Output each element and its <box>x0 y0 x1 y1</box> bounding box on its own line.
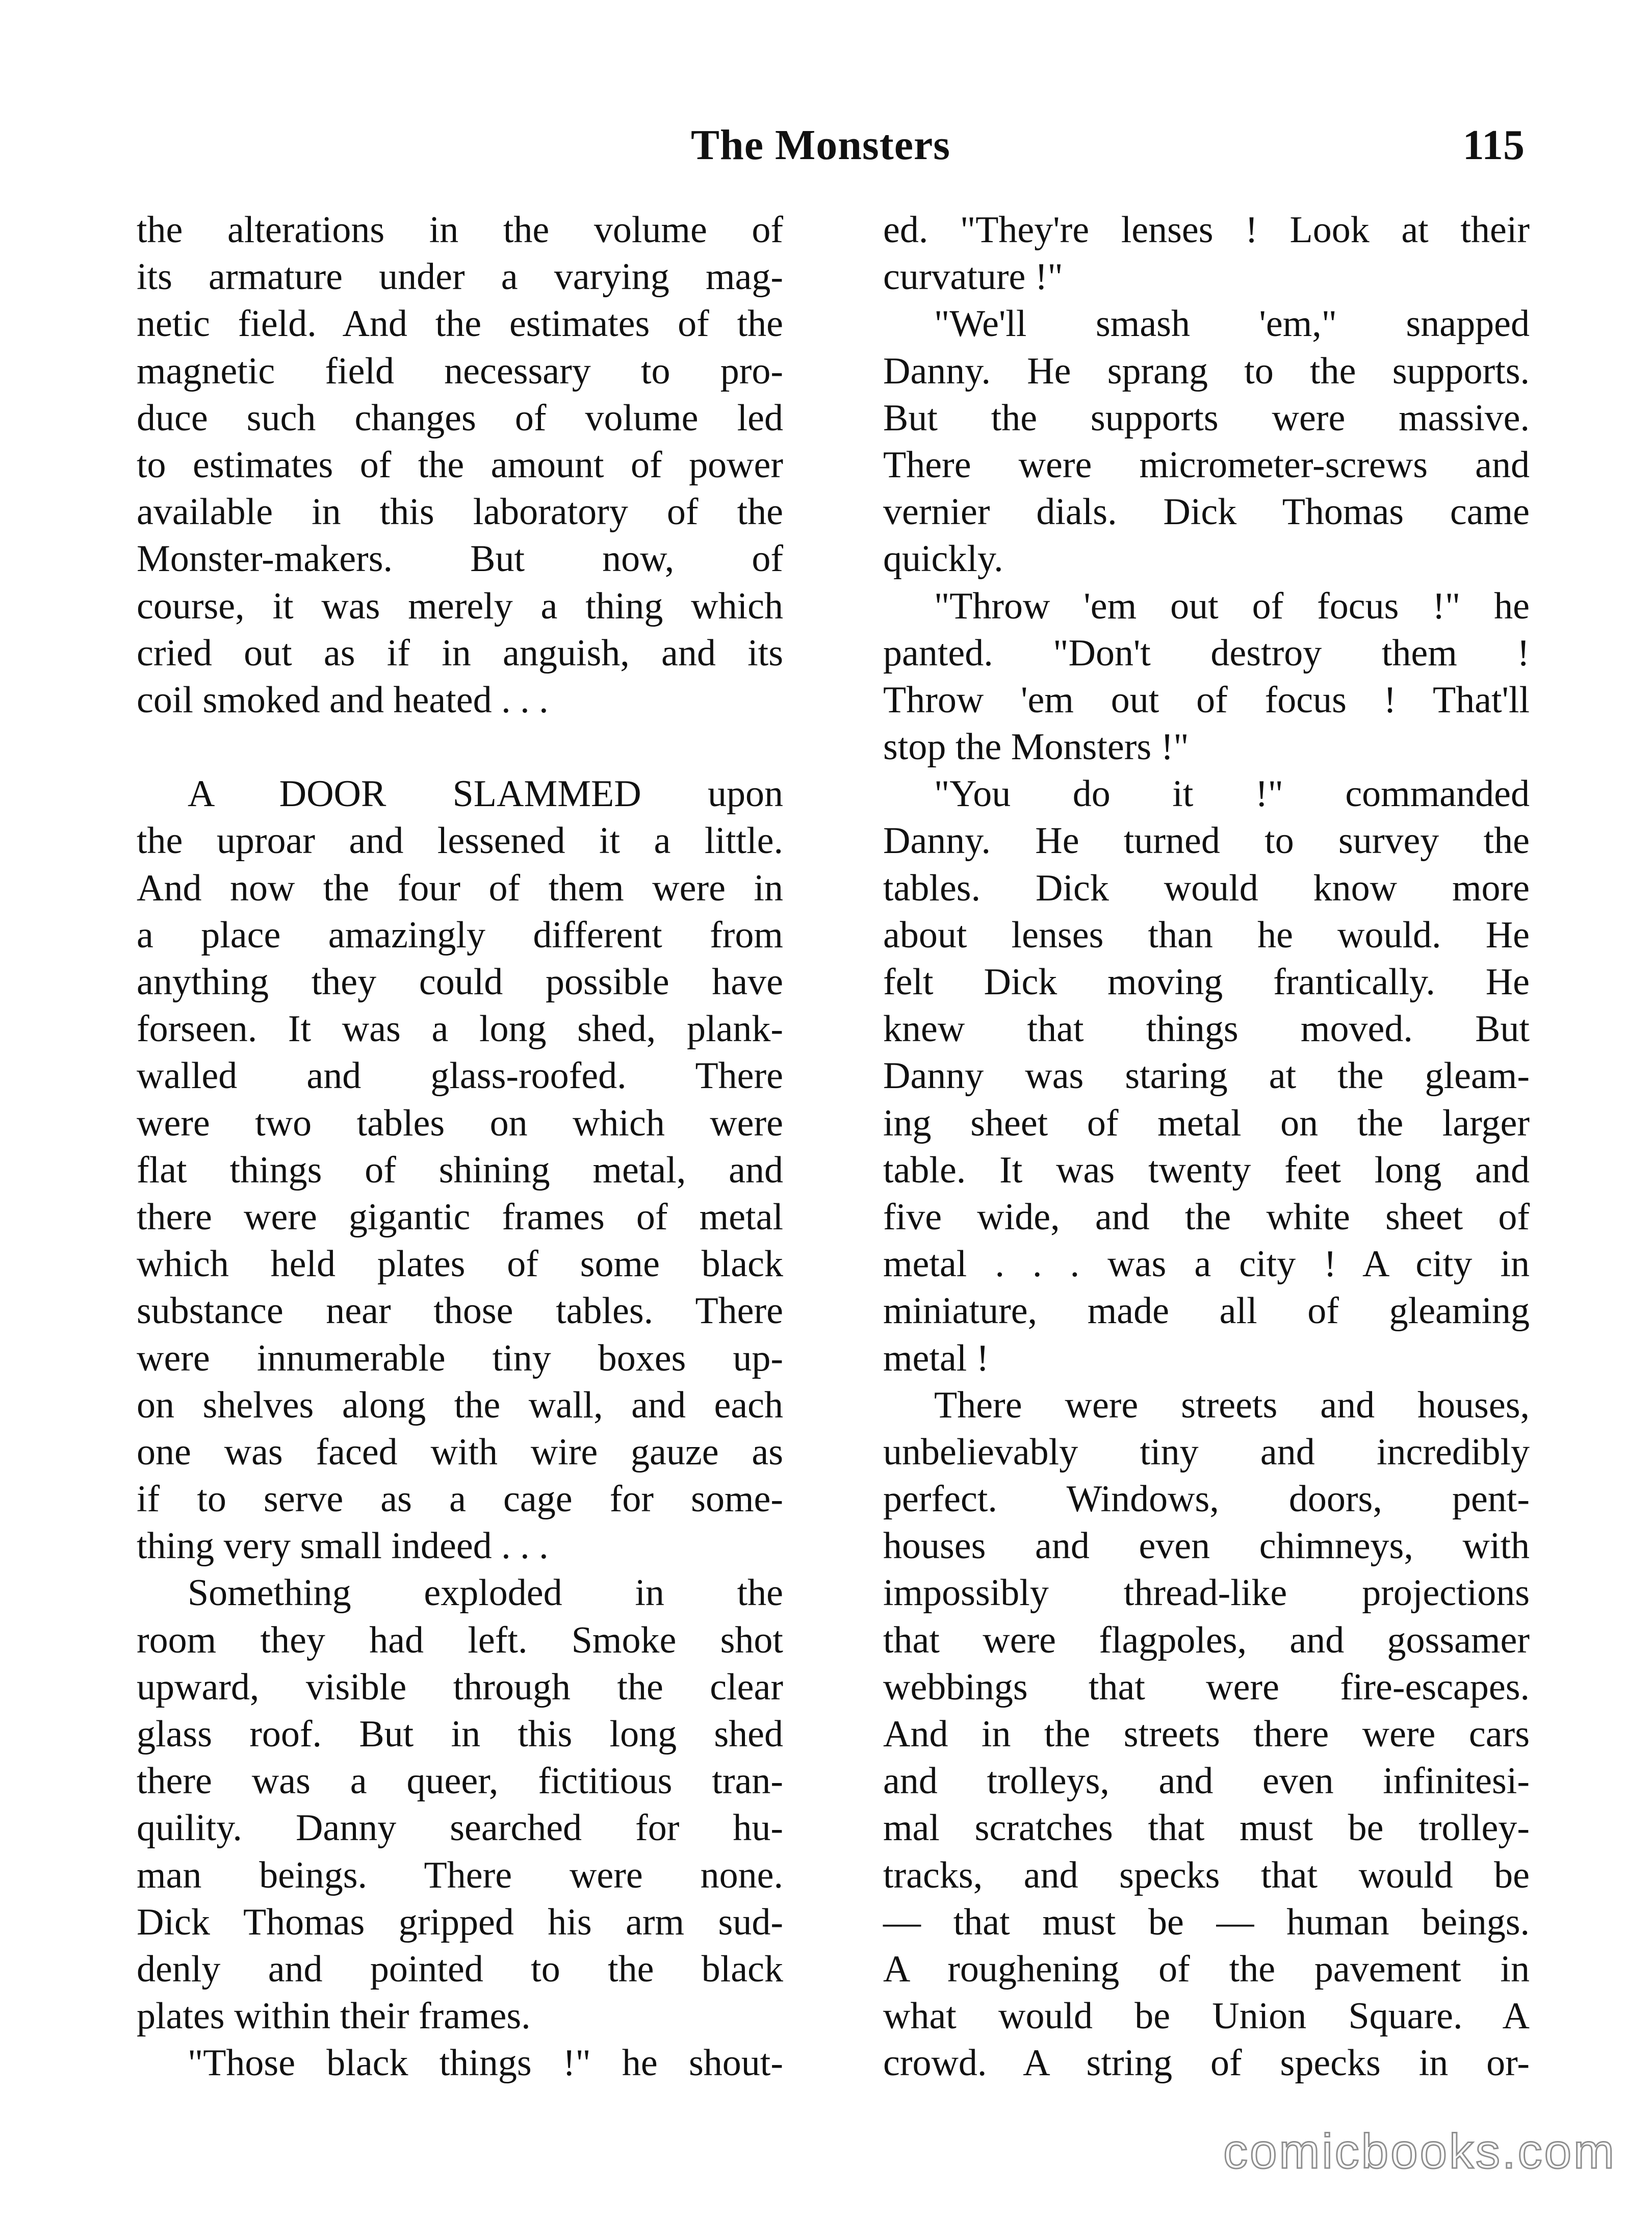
text-line: mal scratches that must be trolley- <box>883 1807 1530 1849</box>
text-line: quickly. <box>883 538 1003 580</box>
text-line: glass roof. But in this long shed <box>137 1713 783 1755</box>
text-line: Monster-makers. But now, of <box>137 538 783 580</box>
text-line: But the supports were massive. <box>883 397 1530 439</box>
text-line: Danny was staring at the gleam- <box>883 1055 1530 1097</box>
text-line: thing very small indeed . . . <box>137 1525 549 1567</box>
text-line: tables. Dick would know more <box>883 867 1530 909</box>
text-line: crowd. A string of specks in or- <box>883 2042 1530 2084</box>
text-line: Danny. He sprang to the supports. <box>883 350 1530 392</box>
text-line: substance near those tables. There <box>137 1290 783 1332</box>
text-line: that were flagpoles, and gossamer <box>883 1619 1530 1661</box>
text-line: houses and even chimneys, with <box>883 1525 1530 1567</box>
text-line: vernier dials. Dick Thomas came <box>883 491 1530 533</box>
text-line: knew that things moved. But <box>883 1008 1530 1050</box>
text-line: course, it was merely a thing which <box>137 585 783 627</box>
text-line: — that must be — human beings. <box>883 1901 1530 1943</box>
text-line: unbelievably tiny and incredibly <box>883 1431 1530 1473</box>
text-line: plates within their frames. <box>137 1995 531 2038</box>
text-line: impossibly thread-like projections <box>883 1572 1530 1614</box>
text-line: ing sheet of metal on the larger <box>883 1102 1530 1144</box>
text-line: metal . . . was a city ! A city in <box>883 1243 1530 1285</box>
text-line: A roughening of the pavement in <box>883 1948 1530 1990</box>
text-line: coil smoked and heated . . . <box>137 679 549 721</box>
text-line: Dick Thomas gripped his arm sud- <box>137 1901 783 1943</box>
text-line: curvature !" <box>883 256 1063 298</box>
text-line: there were gigantic frames of metal <box>137 1196 783 1238</box>
text-line: a place amazingly different from <box>137 914 783 956</box>
text-line: upward, visible through the clear <box>137 1666 783 1708</box>
text-line: forseen. It was a long shed, plank- <box>137 1008 783 1050</box>
left-text-column <box>137 207 783 2087</box>
text-line: magnetic field necessary to pro- <box>137 350 783 392</box>
text-line: webbings that were fire-escapes. <box>883 1666 1530 1708</box>
text-line: There were streets and houses, <box>934 1384 1530 1426</box>
text-line: and trolleys, and even infinitesi- <box>883 1760 1530 1802</box>
text-line: panted. "Don't destroy them ! <box>883 632 1530 674</box>
text-line: Danny. He turned to survey the <box>883 820 1530 862</box>
text-line: the uproar and lessened it a little. <box>137 820 783 862</box>
text-line: there was a queer, fictitious tran- <box>137 1760 783 1802</box>
text-line: duce such changes of volume led <box>137 397 783 439</box>
text-line: "Those black things !" he shout- <box>188 2042 783 2084</box>
text-line: about lenses than he would. He <box>883 914 1530 956</box>
text-line: Something exploded in the <box>188 1572 783 1614</box>
text-line: A DOOR SLAMMED upon <box>188 773 783 815</box>
text-line: perfect. Windows, doors, pent- <box>883 1478 1530 1520</box>
text-line: walled and glass-roofed. There <box>137 1055 783 1097</box>
text-line: "Throw 'em out of focus !" he <box>934 585 1530 627</box>
text-line: tracks, and specks that would be <box>883 1854 1530 1896</box>
text-line: netic field. And the estimates of the <box>137 303 783 345</box>
text-line: "We'll smash 'em," snapped <box>934 303 1530 345</box>
text-line: to estimates of the amount of power <box>137 444 783 486</box>
text-line: man beings. There were none. <box>137 1854 783 1896</box>
text-line: miniature, made all of gleaming <box>883 1290 1530 1332</box>
page-header <box>0 120 1652 181</box>
text-line: anything they could possible have <box>137 961 783 1003</box>
text-line: its armature under a varying mag- <box>137 256 783 298</box>
text-line: And in the streets there were cars <box>883 1713 1530 1755</box>
text-line: metal ! <box>883 1337 989 1379</box>
text-line: which held plates of some black <box>137 1243 783 1285</box>
text-line: one was faced with wire gauze as <box>137 1431 783 1473</box>
text-line: five wide, and the white sheet of <box>883 1196 1530 1238</box>
text-line: stop the Monsters !" <box>883 726 1189 768</box>
text-line: "You do it !" commanded <box>934 773 1530 815</box>
running-title: The Monsters <box>691 121 950 169</box>
text-line: There were micrometer-screws and <box>883 444 1530 486</box>
watermark: comicbooks.com <box>1223 2124 1616 2179</box>
text-line: were two tables on which were <box>137 1102 783 1144</box>
paragraph-gap <box>137 724 783 770</box>
text-line: on shelves along the wall, and each <box>137 1384 783 1426</box>
right-text-column <box>883 207 1530 2087</box>
text-line: ed. "They're lenses ! Look at their <box>883 209 1530 251</box>
text-line: And now the four of them were in <box>137 867 783 909</box>
text-line: room they had left. Smoke shot <box>137 1619 783 1661</box>
text-line: what would be Union Square. A <box>883 1995 1530 2038</box>
text-line: quility. Danny searched for hu- <box>137 1807 783 1849</box>
text-line: denly and pointed to the black <box>137 1948 783 1990</box>
text-line: were innumerable tiny boxes up- <box>137 1337 783 1379</box>
text-line: the alterations in the volume of <box>137 209 783 251</box>
text-line: table. It was twenty feet long and <box>883 1149 1530 1191</box>
text-line: flat things of shining metal, and <box>137 1149 783 1191</box>
text-line: felt Dick moving frantically. He <box>883 961 1530 1003</box>
text-line: Throw 'em out of focus ! That'll <box>883 679 1530 721</box>
text-line: cried out as if in anguish, and its <box>137 632 783 674</box>
text-line: if to serve as a cage for some- <box>137 1478 783 1520</box>
text-line: available in this laboratory of the <box>137 491 783 533</box>
page-number: 115 <box>1462 121 1525 169</box>
